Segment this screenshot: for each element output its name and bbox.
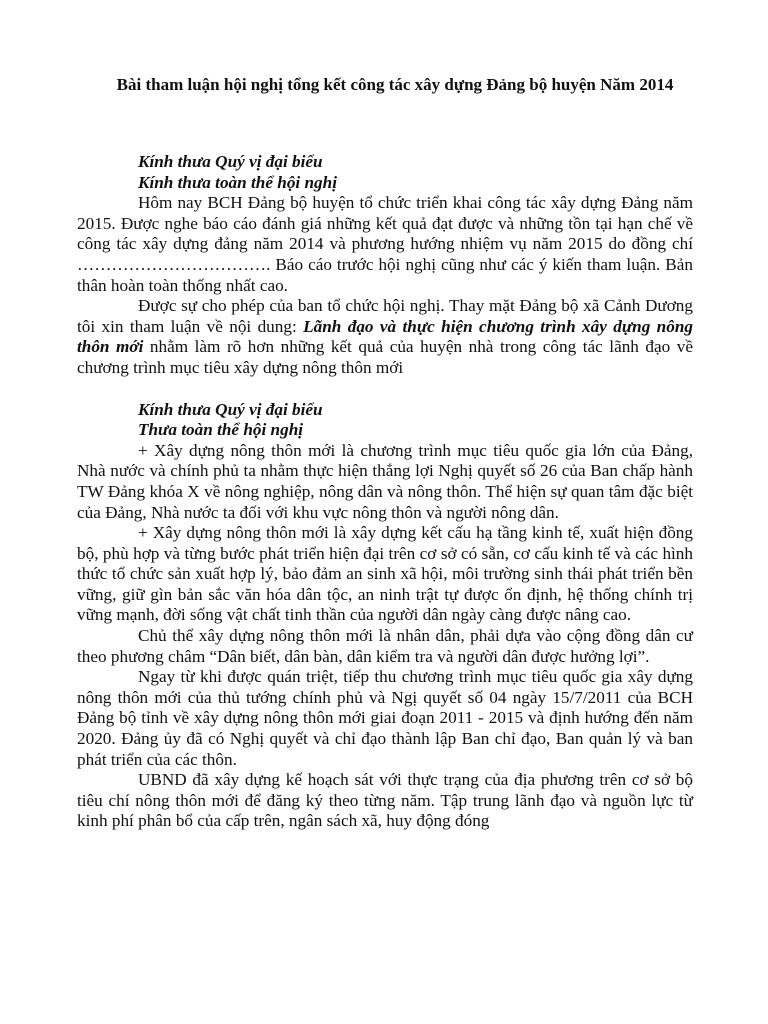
greeting-line: Kính thưa toàn thể hội nghị: [138, 172, 337, 192]
paragraph: Chủ thể xây dựng nông thôn mới là nhân dân, phải dựa vào cộng đồng dân cư theo phương châm “Dân biết, dân bàn, dân kiểm tra và người dân được hưởng lợi”.: [77, 626, 693, 666]
paragraph: + Xây dựng nông thôn mới là xây dựng kết cấu hạ tầng kinh tế, xuất hiện đồng bộ, phù hợp và từng bước phát triển hiện đại trên cơ sở có sẵn, cơ cấu kinh tế và các hình thức tổ chức sản xuất hợp lý, bảo đảm an sinh xã hội, môi trường sinh thái phát triển bền vững, giữ gìn bản sắc văn hóa dân tộc, an ninh trật tự được ổn định, hệ thống chính trị vững mạnh, đời sống vật chất tinh thần của người dân ngày càng được nâng cao.: [77, 523, 693, 625]
paragraph: UBND đã xây dựng kế hoạch sát với thực trạng của địa phương trên cơ sở bộ tiêu chí nông thôn mới để đăng ký theo từng năm. Tập trung lãnh đạo và nguồn lực từ kinh phí phân bổ của cấp trên, ngân sách xã, huy động đóng: [77, 770, 693, 831]
greeting-line: Kính thưa Quý vị đại biểu: [138, 399, 323, 419]
paragraph-text: nhằm làm rõ hơn những kết quả của huyện nhà trong công tác lãnh đạo về chương trình mục tiêu xây dựng nông thôn mới: [77, 337, 693, 377]
paragraph-spacer: [77, 379, 693, 400]
paragraph-text: Được sự cho phép của ban tổ chức hội nghị. Thay mặt Đảng bộ xã Cảnh Dương tôi xin tham luận về nội dung:: [77, 296, 693, 336]
paragraph: Ngay từ khi được quán triệt, tiếp thu chương trình mục tiêu quốc gia xây dựng nông thôn mới của thủ tướng chính phủ và Ngị quyết số 04 ngày 15/7/2011 của BCH Đảng bộ tỉnh về xây dựng nông thôn mới giai đoạn 2011 - 2015 và định hướng đến năm 2020. Đảng ủy đã có Nghị quyết và chỉ đạo thành lập Ban chỉ đạo, Ban quản lý và ban phát triển của các thôn.: [77, 667, 693, 769]
paragraph: + Xây dựng nông thôn mới là chương trình mục tiêu quốc gia lớn của Đảng, Nhà nước và chính phủ ta nhằm thực hiện thắng lợi Nghị quyết số 26 của Ban chấp hành TW Đảng khóa X về nông nghiệp, nông dân và nông thôn. Thể hiện sự quan tâm đặc biệt của Đảng, Nhà nước ta đối với khu vực nông thôn và người nông dân.: [77, 440, 693, 522]
paragraph: [77, 296, 693, 378]
paragraph-emphasis: Lãnh đạo và thực hiện chương trình xây dựng nông thôn mới: [77, 316, 693, 357]
greeting-line: Thưa toàn thể hội nghị: [138, 420, 304, 440]
greeting-line: Kính thưa Quý vị đại biểu: [138, 152, 323, 171]
document-body: [77, 152, 693, 832]
paragraph: Hôm nay BCH Đảng bộ huyện tổ chức triển khai công tác xây dựng Đảng năm 2015. Được nghe báo cáo đánh giá những kết quả đạt được và những tồn tại hạn chế về công tác xây dựng đảng năm 2014 và phương hướng nhiệm vụ năm 2015 do đồng chí ……………………………. Báo cáo trước hội nghị cũng như các ý kiến tham luận. Bản thân hoàn toàn thống nhất cao.: [77, 193, 693, 295]
document-title: Bài tham luận hội nghị tổng kết công tác xây dựng Đảng bộ huyện Năm 2014: [116, 75, 674, 94]
